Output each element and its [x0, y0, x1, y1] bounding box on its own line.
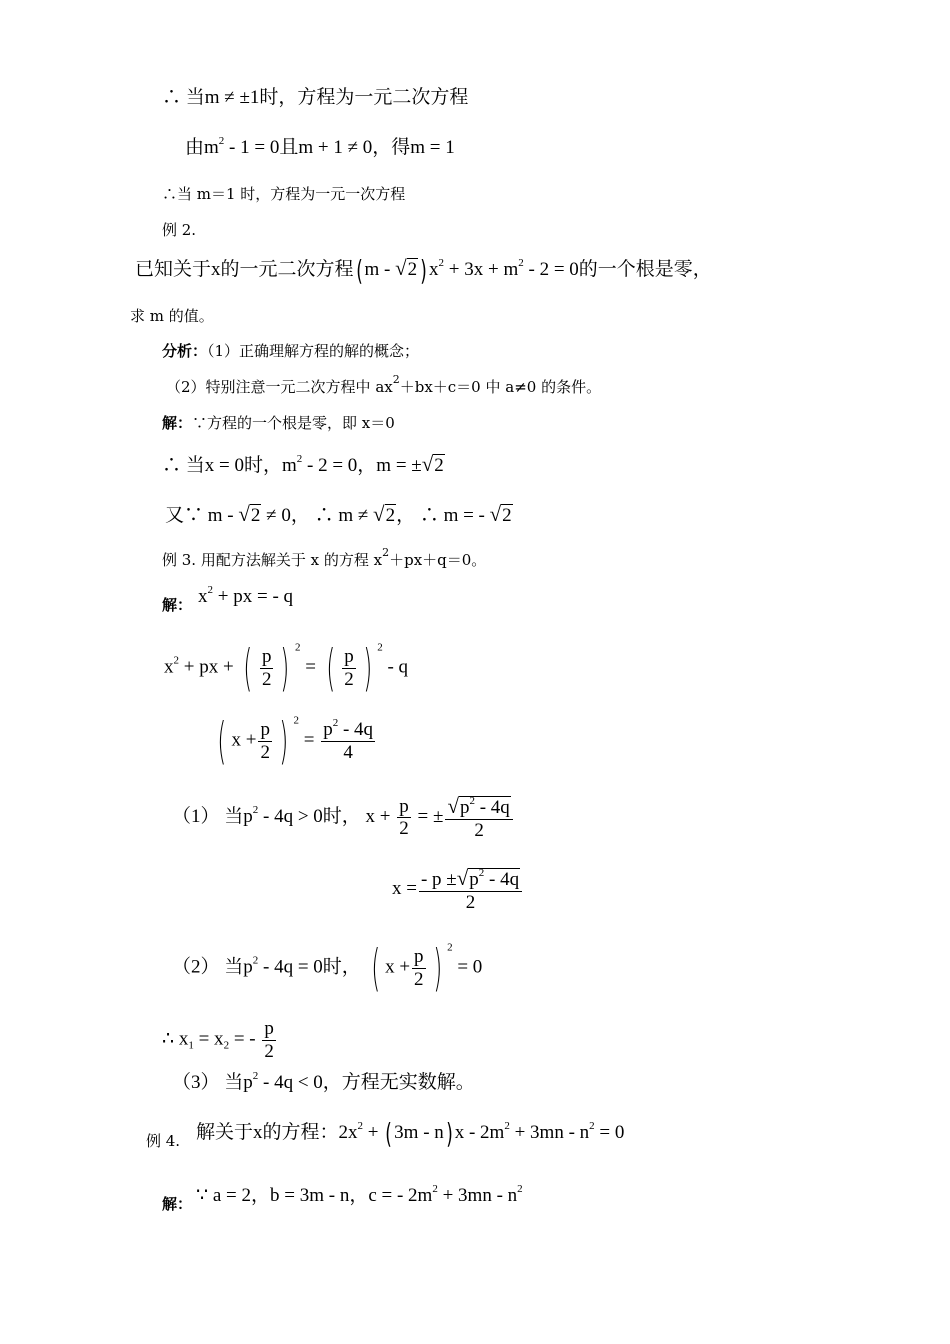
ex2-q-f: - 2 = 0的一个根是零，	[523, 259, 712, 280]
case-2-b: - 4q = 0时，	[258, 956, 361, 978]
sol3-xplus: x +	[385, 956, 411, 978]
case-2-line: （2） 当$p^2 - 4q = 0$时， ( x + $\frac{p}{2}$ ) $^2$ = 0	[172, 939, 483, 997]
root-in-a: p	[459, 797, 470, 818]
sqrt-discriminant: $√p^2 - 4q$	[447, 794, 510, 818]
fraction-root-over-2	[445, 794, 512, 842]
root-formula-xeq: x =	[392, 878, 417, 900]
root-formula-np: - p ±	[420, 869, 457, 890]
paren-left: (	[370, 939, 380, 997]
ex4-q-e: + 3mn - n	[509, 1122, 590, 1143]
sqrt-discriminant: $√p^2 - 4q$	[456, 866, 520, 890]
frac-den: 2	[344, 668, 354, 690]
ex2-q-e: + 3x + m	[444, 259, 519, 280]
root-in-b: - 4q	[474, 797, 510, 818]
sqrt-2: √2	[489, 502, 512, 526]
sol3-eq: =	[305, 656, 316, 678]
frac-den: 2	[260, 741, 270, 763]
paren-right: )	[280, 639, 290, 697]
sqrt-2: √2	[238, 502, 261, 526]
case-2-eq0: = 0	[452, 956, 483, 978]
paren-right: )	[363, 639, 372, 697]
frac-den: 2	[399, 818, 409, 840]
solution-4-line: 解： ∵ a = 2，b = 3m - n，c = - $2m^2 + 3mn - n^2$	[162, 1183, 523, 1213]
root-formula-line	[392, 866, 524, 914]
case-linear-line	[162, 183, 405, 204]
example-4-label: 例 4.	[146, 1132, 181, 1150]
frac-num-a: p	[323, 718, 333, 740]
paren-left: (	[355, 253, 363, 287]
x12-b: = x	[193, 1028, 224, 1050]
frac-den: 2	[261, 668, 272, 690]
paren-left: (	[217, 712, 227, 770]
analysis-line-1	[162, 340, 419, 361]
root-in-a: p	[469, 869, 479, 890]
sol2-l3f: 2	[502, 505, 512, 526]
ex2-q-b: m -	[364, 259, 396, 280]
sol2-l3b: 2	[250, 505, 261, 526]
paren-right: )	[432, 939, 442, 997]
solution-2-head: 解：	[162, 414, 193, 432]
condition-line: 由$m^2 - 1 = 0$且m + 1 ≠ 0，得m = 1	[185, 135, 455, 158]
example-3-label: 例 3.	[162, 551, 197, 569]
frac-den: 4	[321, 741, 375, 764]
sol2-l2b: - 2 = 0，m = ±	[302, 455, 422, 476]
condition-text-b: - 1 = 0且m + 1 ≠ 0，得m = 1	[224, 137, 455, 158]
sol2-l2a: ∴ 当x = 0时，m	[162, 455, 297, 476]
example-2-question: 已知关于x的一元二次方程( m - √2 ) $x^2 + 3x + m^2 - 2 = 0$的一个根是零，	[135, 253, 712, 287]
frac-num: p	[264, 1018, 274, 1039]
frac-den: 2	[414, 968, 424, 990]
sol2-l3c: ≠ 0， ∴ m ≠	[261, 505, 374, 526]
example-3-text-b: ＋px＋q＝0。	[389, 551, 487, 569]
fraction-discriminant-over-4: $\frac{p^2 - 4q}{4}$	[323, 716, 374, 763]
ex4-q-f: = 0	[594, 1122, 625, 1143]
fraction-root-formula	[419, 866, 522, 914]
example-2-label: 例 2.	[162, 221, 197, 239]
sol2-l2c: 2	[434, 455, 444, 476]
solution-2-t1: ∵方程的一个根是零，即 x＝0	[192, 414, 395, 432]
x12-c: = -	[229, 1028, 261, 1050]
sol3-minus-q: - q	[382, 656, 409, 678]
example-2-question-2: 求 m 的值。	[130, 307, 214, 325]
fraction-p-over-2	[262, 1018, 276, 1063]
frac-num: p	[399, 795, 409, 817]
sol2-l3d: 2	[385, 505, 396, 526]
ex2-q-a: 已知关于x的一元二次方程	[135, 259, 354, 280]
sqrt-2: √2	[421, 452, 444, 476]
frac-num-b: - 4q	[338, 718, 374, 740]
example-4-question: 解关于x的方程：$2x^2$ + ( 3m - n) $x - 2m^2 + 3mn - n^2 = 0$	[196, 1116, 625, 1150]
case-linear-text: ∴当 m＝1 时，方程为一元一次方程	[162, 185, 406, 203]
ex2-q-c: 2	[407, 259, 418, 280]
analysis-p1: （1）正确理解方程的解的概念；	[207, 342, 420, 360]
case-1-pm: = ±	[412, 806, 444, 828]
ex4-q-a: 解关于x的方程：2x	[196, 1122, 358, 1143]
paren-right: )	[279, 712, 289, 770]
ex4-q-c: 3m - n	[394, 1122, 444, 1143]
solution-3-line-1: 解： $x^2$ + px = - q	[162, 584, 294, 614]
case-3-a: （3） 当p	[172, 1072, 253, 1093]
frac-den: 2	[445, 819, 512, 842]
frac-den: 2	[419, 891, 522, 914]
frac-num: p	[260, 718, 270, 740]
root-in-b: - 4q	[484, 869, 520, 890]
paren-left: (	[326, 639, 335, 697]
sol3-xplus: x +	[231, 729, 257, 751]
sol3-e1: + px = - q	[213, 586, 294, 607]
frac-num: p	[344, 645, 354, 667]
case-quadratic-line	[162, 82, 468, 109]
sol3-px: + px +	[179, 656, 234, 678]
sol2-l3e: ， ∴ m = -	[396, 505, 490, 526]
case-1-b: - 4q > 0时， x +	[258, 806, 391, 828]
paren-left: (	[243, 639, 253, 697]
case-1-a: （1） 当p	[172, 806, 253, 828]
sqrt-2: √2	[395, 256, 418, 280]
case-2-a: （2） 当p	[172, 956, 253, 978]
example-3-text-a: 用配方法解关于 x 的方程 x	[196, 551, 383, 569]
case-1-line: （1） 当$p^2 - 4q > 0$时， x + $\frac{p}{2}$ = ± $\frac{√p^2 - 4q}{2}$	[172, 794, 515, 842]
solution-4-head: 解：	[162, 1195, 193, 1213]
solution-2-line-1	[162, 412, 395, 433]
analysis-p2a: （2）特别注意一元二次方程中 ax	[166, 378, 393, 396]
analysis-p2b: ＋bx＋c＝0 中 a≠0 的条件。	[399, 378, 602, 396]
x12-a: ∴ x	[162, 1028, 189, 1050]
paren-right: )	[445, 1116, 453, 1150]
ex4-q-d: x - 2m	[454, 1122, 505, 1143]
sol3-eq: =	[303, 729, 315, 751]
solution-2-line-3	[165, 500, 513, 527]
fraction-p-over-2	[258, 719, 272, 764]
sol2-l3a: 又∵ m -	[165, 505, 239, 526]
square-form-line: ( x + $\frac{p}{2}$ ) $^2$ = $\frac{p^2 - 4q}{4}$	[217, 712, 374, 770]
analysis-head: 分析：	[162, 342, 208, 360]
solution-2-line-2: ∴ 当x = 0时，$m^2 - 2 = 0$，m = ±√2	[162, 452, 444, 476]
completing-square-line: $x^2$ + px + ( $\frac{p}{2}$ ) $^2$ = ( $\frac{p}{2}$ ) $^2$ - q	[164, 639, 409, 697]
ex4-q-b: +	[363, 1122, 384, 1143]
paren-left: (	[385, 1116, 392, 1150]
frac-num: p	[261, 645, 272, 667]
condition-text-a: 由m	[185, 137, 219, 158]
sol4-b: + 3mn - n	[437, 1185, 518, 1206]
case-3-line: （3） 当$p^2 - 4q < 0$，方程无实数解。	[172, 1070, 475, 1093]
fraction-p-over-2	[397, 796, 411, 841]
analysis-line-2: （2）特别注意一元二次方程中 $ax^2+bx+c=0$ 中 a≠0 的条件。	[166, 373, 602, 396]
sol4-a: ∵ a = 2，b = 3m - n，c = - 2m	[196, 1185, 433, 1206]
solution-3-head: 解：	[162, 596, 193, 614]
double-root-line: ∴ $x_1 = x_2$ = - $\frac{p}{2}$	[162, 1018, 274, 1062]
frac-num: p	[414, 945, 424, 967]
paren-right: )	[420, 253, 427, 287]
frac-den: 2	[264, 1040, 274, 1062]
example-3-line: 例 3. 用配方法解关于 x 的方程 $x^2+px+q=0$。	[162, 546, 487, 569]
case-3-b: - 4q < 0，方程无实数解。	[258, 1072, 475, 1093]
sqrt-2: √2	[373, 502, 396, 526]
fraction-p-over-2	[412, 946, 426, 991]
case-quadratic-text: ∴ 当m ≠ ±1时，方程为一元二次方程	[162, 87, 469, 108]
ex2-q-d: x	[429, 259, 439, 280]
fraction-p-over-2	[260, 646, 274, 691]
fraction-p-over-2	[342, 646, 356, 691]
